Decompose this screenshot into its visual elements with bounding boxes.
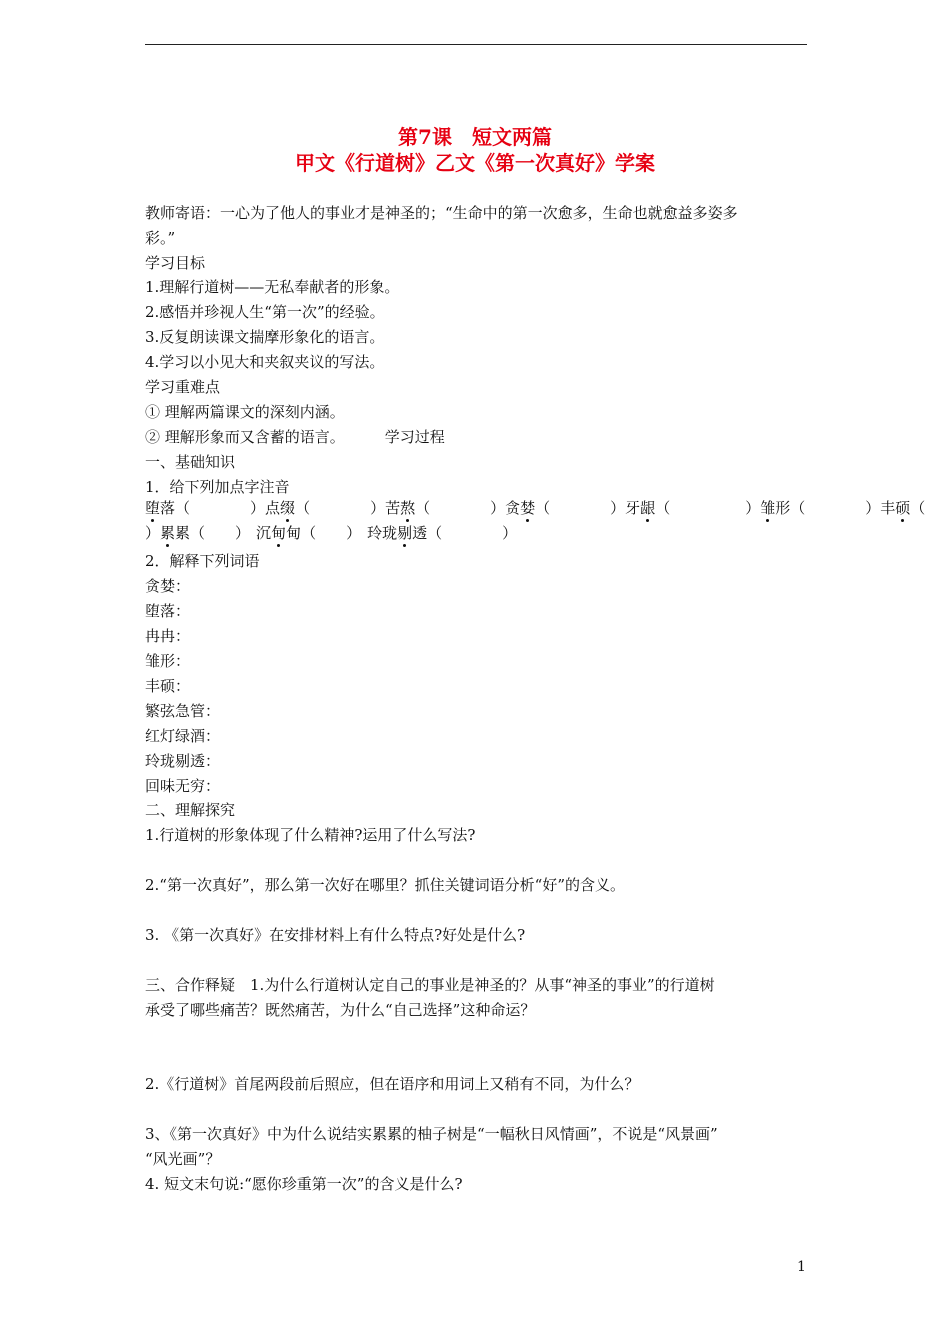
- lesson-title: 第7课 短文两篇: [398, 125, 552, 149]
- dotted-char: 缀: [280, 499, 296, 517]
- term-item: 玲珑剔透：: [145, 752, 221, 770]
- lesson-subtitle: 甲文《行道树》乙文《第一次真好》学案: [295, 151, 655, 175]
- section1-heading: 一、基础知识: [145, 453, 236, 471]
- dotted-char: 熬: [400, 499, 416, 517]
- pinyin-word: 贪婪（ ）: [505, 499, 626, 517]
- pinyin-word: 玲珑剔透（ ）: [367, 524, 518, 542]
- pinyin-word: 沉甸甸（ ）: [256, 524, 362, 542]
- dotted-char: 雏: [760, 499, 776, 517]
- term-item: 贪婪：: [145, 577, 191, 595]
- goal-item: 4.学习以小见大和夹叙夹议的写法。: [145, 353, 385, 371]
- pinyin-word: 点缀（ ）: [265, 499, 386, 517]
- dotted-char: 硕: [895, 499, 911, 517]
- dotted-char: 婪: [520, 499, 536, 517]
- dotted-char: 剔: [397, 524, 413, 542]
- question: 2.《行道树》首尾两段前后照应，但在语序和用词上又稍有不同，为什么？: [145, 1075, 640, 1093]
- term-item: 繁弦急管：: [145, 702, 221, 720]
- dotted-char: 累: [160, 524, 176, 542]
- teacher-message-line2: 彩。”: [145, 229, 176, 247]
- question: 3. 《第一次真好》在安排材料上有什么特点?好处是什么?: [145, 926, 526, 944]
- key-point-item: ① 理解两篇课文的深刻内涵。: [145, 403, 345, 421]
- header-rule: [145, 44, 807, 45]
- key-point-row: [145, 427, 445, 447]
- section3-question-line1: 三、合作释疑 1.为什么行道树认定自己的事业是神圣的？从事“神圣的事业”的行道树: [145, 976, 715, 994]
- question-line1: 3、《第一次真好》中为什么说结实累累的柚子树是“一幅秋日风情画”，不说是“风景画”: [145, 1125, 718, 1143]
- term-item: 冉冉：: [145, 627, 191, 645]
- definition-question: 2．解释下列词语: [145, 552, 260, 570]
- pinyin-row-1: [145, 498, 925, 518]
- dotted-char: 甸: [271, 524, 287, 542]
- pinyin-word: ）累累（ ）: [145, 524, 251, 542]
- section2-heading: 二、理解探究: [145, 801, 236, 819]
- pinyin-word: 雏形（ ）: [760, 499, 881, 517]
- pinyin-row-2: [145, 523, 517, 543]
- process-heading: 学习过程: [384, 428, 445, 446]
- goals-heading: 学习目标: [145, 254, 206, 272]
- key-points-heading: 学习重难点: [145, 378, 221, 396]
- pinyin-question: 1．给下列加点字注音: [145, 478, 290, 496]
- teacher-message-line1: 教师寄语：一心为了他人的事业才是神圣的；“生命中的第一次愈多，生命也就愈益多姿多: [145, 204, 738, 222]
- goal-item: 1.理解行道树——无私奉献者的形象。: [145, 278, 400, 296]
- section3-question-line2: 承受了哪些痛苦？既然痛苦，为什么“自己选择”这种命运？: [145, 1001, 536, 1019]
- pinyin-word: 牙龈（ ）: [625, 499, 761, 517]
- pinyin-word: 苦熬（ ）: [385, 499, 506, 517]
- term-item: 回味无穷：: [145, 777, 221, 795]
- page-number: 1: [797, 1259, 806, 1275]
- pinyin-word: 堕落（ ）: [145, 499, 266, 517]
- term-item: 堕落：: [145, 602, 191, 620]
- term-item: 雏形：: [145, 652, 191, 670]
- dotted-char: 堕: [145, 499, 161, 517]
- goal-item: 2.感悟并珍视人生“第一次”的经验。: [145, 303, 385, 321]
- question-line2: “风光画”？: [145, 1150, 221, 1168]
- dotted-char: 龈: [640, 499, 656, 517]
- pinyin-word: 丰硕（: [880, 499, 926, 517]
- goal-item: 3.反复朗读课文揣摩形象化的语言。: [145, 328, 385, 346]
- question: 1.行道树的形象体现了什么精神?运用了什么写法?: [145, 826, 476, 844]
- question: 2.“第一次真好”，那么第一次好在哪里？抓住关键词语分析“好”的含义。: [145, 876, 625, 894]
- question: 4. 短文末句说:“愿你珍重第一次”的含义是什么?: [145, 1175, 463, 1193]
- key-point-item: ② 理解形象而又含蓄的语言。: [145, 428, 345, 446]
- term-item: 丰硕：: [145, 677, 191, 695]
- term-item: 红灯绿酒：: [145, 727, 221, 745]
